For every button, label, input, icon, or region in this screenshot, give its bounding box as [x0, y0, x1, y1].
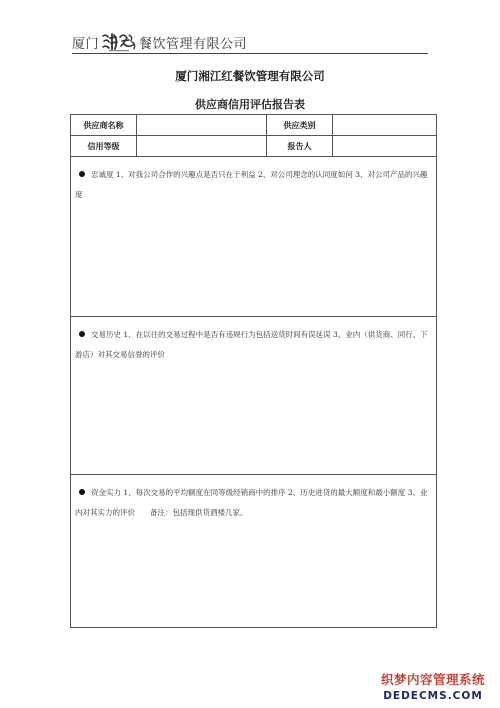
calligraphy-logo-icon	[100, 31, 138, 53]
letterhead-prefix: 厦门	[72, 36, 100, 52]
supplier-name-field[interactable]	[137, 115, 267, 135]
financial-strength-criteria-text: 资金实力 1、每次交易的平均额度在同等级经销商中的排序 2、历史进货的最大额度和最小额度 3、业内对其实力的评价 备注：包括现供货酒楼几家。	[75, 488, 428, 517]
supplier-credit-form	[70, 114, 437, 628]
letterhead-suffix: 餐饮管理有限公司	[139, 36, 248, 52]
credit-level-label: 信用等级	[71, 136, 137, 156]
supplier-name-label: 供应商名称	[71, 115, 137, 135]
transaction-history-criteria-text: 交易历史 1、在以往的交易过程中是否有违规行为包括送货时间有误延误 3、业内（供货商、同行、下游店）对其交易信誉的评价	[75, 330, 428, 359]
dedecms-watermark	[374, 670, 492, 702]
form-row-supplier	[71, 115, 436, 136]
reporter-label: 报告人	[267, 136, 333, 156]
financial-strength-section[interactable]	[71, 475, 436, 627]
form-row-credit	[71, 136, 436, 157]
bullet-icon	[79, 171, 85, 177]
loyalty-criteria-text: 忠诚度 1、对我公司合作的兴趣点是否只在于利益 2、对公司理念的认同度如何 3、对公司产品的兴趣度	[75, 170, 428, 199]
watermark-cn: 织梦内容管理系统	[380, 672, 485, 687]
credit-level-field[interactable]	[137, 136, 267, 156]
bullet-icon	[79, 489, 85, 495]
company-title: 厦门湘江红餐饮管理有限公司	[175, 69, 325, 83]
transaction-history-section[interactable]	[71, 317, 436, 475]
reporter-field[interactable]	[333, 136, 436, 156]
header-divider	[72, 53, 428, 54]
supplier-category-field[interactable]	[333, 115, 436, 135]
bullet-icon	[79, 331, 85, 337]
report-title: 供应商信用评估报告表	[195, 98, 305, 111]
loyalty-section[interactable]	[71, 157, 436, 317]
supplier-category-label: 供应类别	[267, 115, 333, 135]
watermark-en: DEDECMS.COM	[383, 690, 483, 702]
letterhead	[72, 30, 247, 54]
